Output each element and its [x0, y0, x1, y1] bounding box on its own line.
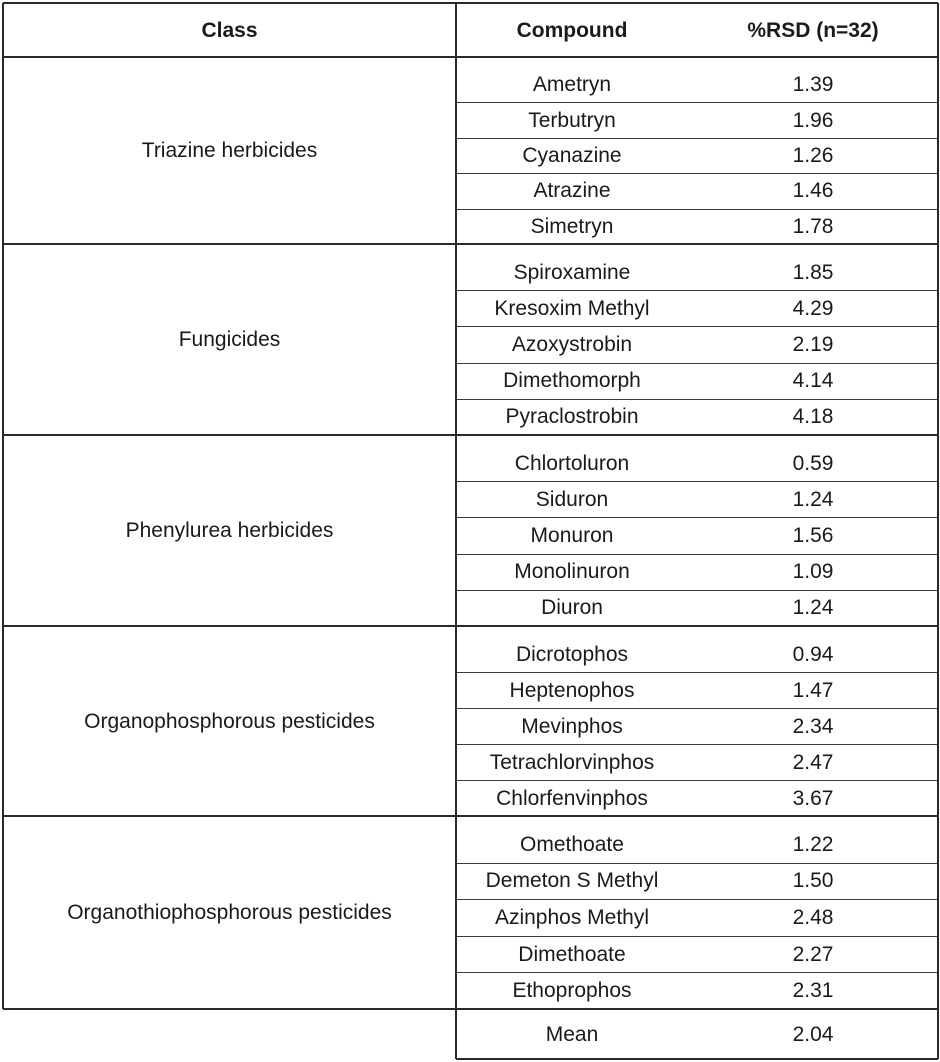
- rsd-cell: 0.94: [792, 642, 834, 666]
- compound-cell: Demeton S Methyl: [485, 869, 659, 893]
- row-divider: [456, 672, 938, 673]
- row-divider: [456, 399, 938, 400]
- mean-label: Mean: [545, 1022, 599, 1046]
- rsd-cell: 1.56: [792, 523, 834, 547]
- rsd-cell: 1.78: [792, 214, 834, 238]
- compound-cell: Tetrachlorvinphos: [489, 750, 655, 774]
- compound-cell: Chlorfenvinphos: [496, 786, 648, 810]
- rsd-cell: 2.47: [792, 750, 834, 774]
- row-divider: [456, 173, 938, 174]
- table-top-border: [3, 2, 938, 4]
- rsd-cell: 1.50: [792, 869, 834, 893]
- header-bottom-border: [3, 56, 938, 58]
- group-border: [3, 625, 938, 627]
- rsd-cell: 1.24: [792, 487, 834, 511]
- compound-cell: Ametryn: [532, 73, 612, 97]
- header-class: Class: [201, 18, 258, 42]
- compound-cell: Cyanazine: [522, 143, 622, 167]
- rsd-cell: 2.34: [792, 714, 834, 738]
- rsd-cell: 3.67: [792, 786, 834, 810]
- compound-cell: Azoxystrobin: [511, 332, 633, 356]
- compound-cell: Siduron: [535, 487, 609, 511]
- group-border: [3, 243, 938, 245]
- row-divider: [456, 102, 938, 103]
- class-cell: Organothiophosphorous pesticides: [67, 901, 392, 924]
- row-divider: [456, 936, 938, 937]
- class-compound-divider: [455, 3, 457, 1059]
- compound-cell: Omethoate: [520, 832, 624, 856]
- class-cell: Phenylurea herbicides: [125, 519, 334, 542]
- left-border: [2, 3, 4, 1009]
- compound-cell: Dimethomorph: [503, 369, 641, 393]
- row-divider: [456, 517, 938, 518]
- compound-cell: Azinphos Methyl: [494, 905, 650, 929]
- row-divider: [456, 209, 938, 210]
- rsd-cell: 1.46: [792, 179, 834, 203]
- row-divider: [456, 290, 938, 291]
- rsd-cell: 4.29: [792, 296, 834, 320]
- compound-cell: Ethoprophos: [512, 979, 632, 1003]
- rsd-cell: 1.96: [792, 108, 834, 132]
- row-divider: [456, 972, 938, 973]
- rsd-cell: 2.19: [792, 332, 834, 356]
- row-divider: [456, 363, 938, 364]
- rsd-cell: 2.27: [792, 942, 834, 966]
- row-divider: [456, 744, 938, 745]
- row-divider: [456, 708, 938, 709]
- row-divider: [456, 326, 938, 327]
- rsd-cell: 4.18: [792, 405, 834, 429]
- compound-cell: Monolinuron: [514, 560, 630, 584]
- compound-cell: Simetryn: [530, 214, 614, 238]
- rsd-cell: 1.09: [792, 560, 834, 584]
- table-bottom-border: [456, 1058, 938, 1060]
- group-border: [3, 434, 938, 436]
- rsd-cell: 4.14: [792, 369, 834, 393]
- rsd-cell: 1.22: [792, 832, 834, 856]
- rsd-cell: 2.31: [792, 979, 834, 1003]
- compound-cell: Monuron: [530, 523, 614, 547]
- rsd-cell: 2.48: [792, 905, 834, 929]
- group-border: [3, 815, 938, 817]
- compound-cell: Heptenophos: [509, 678, 635, 702]
- right-border: [937, 3, 939, 1059]
- class-cell: Organophosphorous pesticides: [84, 709, 375, 733]
- row-divider: [456, 899, 938, 900]
- row-divider: [456, 554, 938, 555]
- group-border: [3, 1008, 938, 1010]
- rsd-cell: 1.47: [792, 678, 834, 702]
- compound-cell: Pyraclostrobin: [505, 405, 639, 429]
- mean-rsd: 2.04: [792, 1022, 834, 1046]
- row-divider: [456, 138, 938, 139]
- rsd-cell: 1.85: [792, 260, 834, 284]
- class-cell: Fungicides: [178, 328, 281, 351]
- rsd-cell: 1.39: [792, 73, 834, 97]
- compound-cell: Kresoxim Methyl: [494, 296, 650, 320]
- header-rsd: %RSD (n=32): [747, 18, 879, 42]
- rsd-cell: 1.26: [792, 143, 834, 167]
- compound-cell: Dimethoate: [518, 942, 626, 966]
- class-cell: Triazine herbicides: [141, 139, 318, 162]
- header-compound: Compound: [516, 18, 628, 42]
- rsd-cell: 0.59: [792, 451, 834, 475]
- compound-cell: Mevinphos: [521, 714, 623, 738]
- compound-cell: Diuron: [541, 596, 603, 620]
- row-divider: [456, 863, 938, 864]
- compound-cell: Chlortoluron: [514, 451, 630, 475]
- rsd-cell: 1.24: [792, 596, 834, 620]
- compound-cell: Dicrotophos: [515, 642, 629, 666]
- row-divider: [456, 590, 938, 591]
- compound-cell: Spiroxamine: [513, 260, 631, 284]
- compound-cell: Terbutryn: [528, 108, 616, 132]
- row-divider: [456, 780, 938, 781]
- row-divider: [456, 481, 938, 482]
- compound-cell: Atrazine: [533, 179, 611, 203]
